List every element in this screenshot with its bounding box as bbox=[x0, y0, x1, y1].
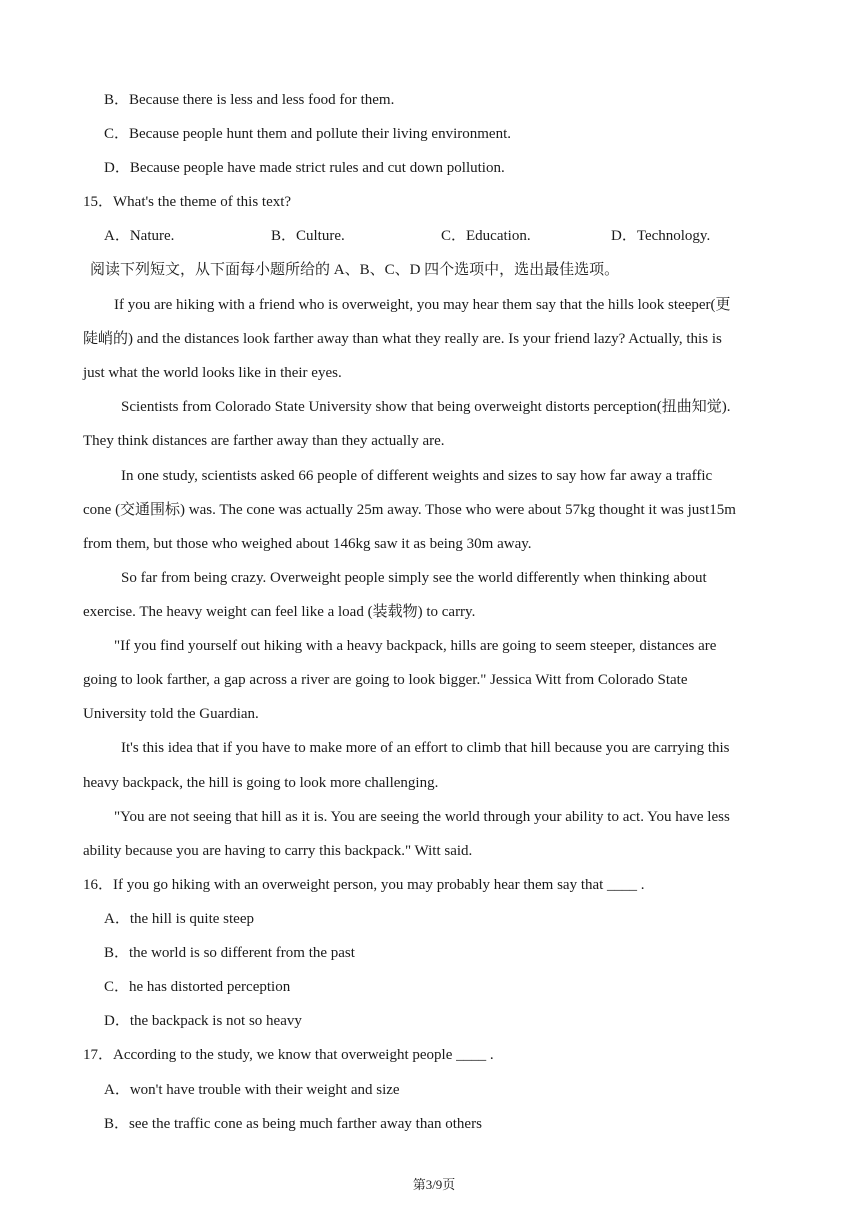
passage-line: In one study, scientists asked 66 people of different weights and sizes to say how far away a traffic bbox=[121, 468, 713, 484]
question-16-stem: 16．If you go hiking with an overweight person, you may probably hear them say that ____ . bbox=[83, 877, 645, 893]
q17-option-a: A．won't have trouble with their weight and size bbox=[104, 1082, 400, 1098]
q15-option-d: D．Technology. bbox=[611, 228, 711, 244]
passage-line: ability because you are having to carry this backpack." Witt said. bbox=[83, 843, 473, 859]
passage-line: heavy backpack, the hill is going to look more challenging. bbox=[83, 775, 439, 791]
page-number: 第3/9页 bbox=[412, 1177, 456, 1192]
passage-line: "If you find yourself out hiking with a heavy backpack, hills are going to seem steeper, distances are bbox=[114, 638, 717, 654]
passage-line: University told the Guardian. bbox=[83, 706, 259, 722]
q15-option-c: C．Education. bbox=[441, 228, 531, 244]
q16-option-a: A．the hill is quite steep bbox=[104, 911, 254, 927]
passage-line: So far from being crazy. Overweight people simply see the world differently when thinking about bbox=[121, 570, 707, 586]
passage-line: going to look farther, a gap across a river are going to look bigger." Jessica Witt from Colorado State bbox=[83, 672, 688, 688]
reading-instruction: 阅读下列短文，从下面每小题所给的 A、B、C、D 四个选项中，选出最佳选项。 bbox=[90, 262, 620, 278]
q16-option-b: B．the world is so different from the past bbox=[104, 945, 355, 961]
question-15-stem: 15．What's the theme of this text? bbox=[83, 194, 292, 210]
option-b: B．Because there is less and less food for them. bbox=[104, 92, 395, 108]
option-d: D．Because people have made strict rules and cut down pollution. bbox=[104, 160, 505, 176]
passage-line: "You are not seeing that hill as it is. You are seeing the world through your ability to act. You have less bbox=[114, 809, 730, 825]
passage-line: 陡峭的) and the distances look farther away than what they really are. Is your friend lazy? Actually, this is bbox=[83, 331, 722, 347]
q17-option-b: B．see the traffic cone as being much farther away than others bbox=[104, 1116, 482, 1132]
q16-option-c: C．he has distorted perception bbox=[104, 979, 291, 995]
q15-option-b: B．Culture. bbox=[271, 228, 345, 244]
passage-line: Scientists from Colorado State University show that being overweight distorts perception(扭曲知觉). bbox=[121, 399, 731, 415]
passage-line: It's this idea that if you have to make more of an effort to climb that hill because you are carrying this bbox=[121, 740, 730, 756]
passage-line: They think distances are farther away than they actually are. bbox=[83, 433, 445, 449]
option-c: C．Because people hunt them and pollute their living environment. bbox=[104, 126, 511, 142]
question-17-stem: 17．According to the study, we know that overweight people ____ . bbox=[83, 1047, 494, 1063]
passage-line: If you are hiking with a friend who is overweight, you may hear them say that the hills look steeper(更 bbox=[114, 297, 731, 313]
passage-line: from them, but those who weighed about 146kg saw it as being 30m away. bbox=[83, 536, 532, 552]
passage-line: cone (交通围标) was. The cone was actually 25m away. Those who were about 57kg thought it was just15m bbox=[83, 502, 736, 518]
q15-option-a: A．Nature. bbox=[104, 228, 175, 244]
passage-line: just what the world looks like in their eyes. bbox=[83, 365, 342, 381]
q16-option-d: D．the backpack is not so heavy bbox=[104, 1013, 302, 1029]
passage-line: exercise. The heavy weight can feel like a load (装载物) to carry. bbox=[83, 604, 476, 620]
